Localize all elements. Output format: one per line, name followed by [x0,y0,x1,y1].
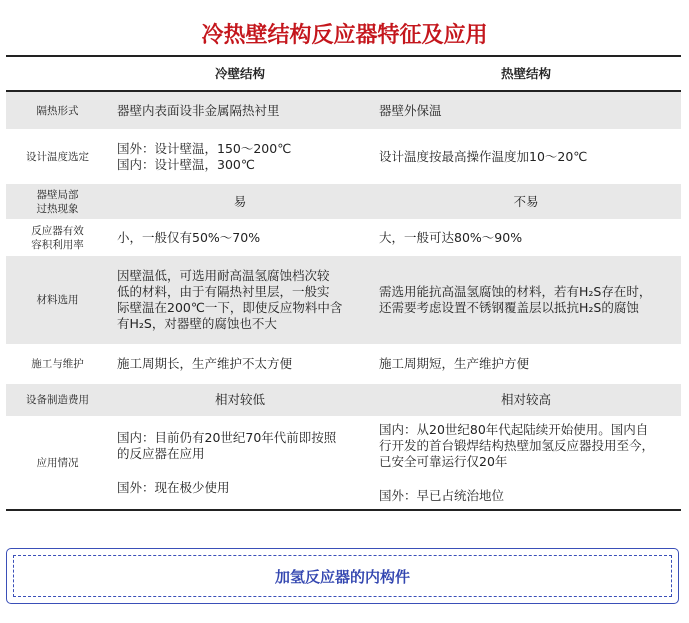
cell-line: 国内：目前仍有20世纪70年代前即按照 [117,429,337,445]
hot-wall-cell [371,149,681,165]
cell-line: 小，一般仅有50%～70% [117,229,261,245]
cell-line: 设备制造费用 [26,394,89,406]
hot-wall-cell [371,103,681,119]
cell-line: 国外：早已占统治地位 [379,487,505,503]
cell-line: 国外：现在极少使用 [117,479,230,495]
cell-line: 相对较低 [214,392,265,407]
cell-line: 设计温度按最高操作温度加10～20℃ [379,148,588,164]
cell-line [379,470,681,488]
cold-wall-cell [109,392,371,408]
cell-line: 易 [233,193,247,209]
row-label [6,104,109,118]
cold-wall-cell [109,268,371,332]
row-label [6,224,109,252]
hot-wall-cell [371,392,681,408]
cell-line: 的反应器在应用 [117,445,205,461]
table-row [6,184,681,219]
cell-line: 需选用能抗高温氢腐蚀的材料，若有H₂S存在时， [379,284,652,299]
cell-line: 国外：设计壁温，150～200℃ [117,140,292,156]
cell-line: 容积利用率 [31,238,84,251]
cell-line: 反应器有效 [31,224,84,237]
table-row [6,92,681,129]
hot-wall-cell [371,230,681,246]
hot-wall-cell [371,284,681,316]
cell-line: 施工周期长，生产维护不太方便 [117,356,293,371]
section-title: 加氢反应器的内构件 [13,555,672,597]
page-title: 冷热壁结构反应器特征及应用 [201,23,488,48]
cell-line: 器壁局部 [36,188,79,201]
header-cold-wall: 冷壁结构 [214,65,265,81]
cell-line: 不易 [513,193,539,209]
cell-line: 器壁外保温 [379,102,442,118]
cell-line: 器壁内表面设非金属隔热衬里 [117,102,280,118]
cell-line: 行开发的首台锻焊结构热壁加氢反应器投用至今， [379,437,655,453]
cell-line [117,462,371,480]
comparison-table [6,55,681,511]
hot-wall-cell [371,194,681,210]
row-label [6,293,109,307]
cell-line: 因壁温低，可选用耐高温氢腐蚀档次较 [117,268,330,283]
row-label [6,150,109,164]
cell-line: 过热现象 [36,202,79,215]
row-label [6,393,109,407]
cell-line: 施工周期短，生产维护方便 [379,356,530,371]
cold-wall-cell [109,430,371,496]
cell-line: 有H₂S，对器壁的腐蚀也不大 [117,316,277,331]
row-label [6,357,109,371]
table-row [6,256,681,344]
table-row [6,129,681,184]
hot-wall-cell [371,422,681,504]
table-row [6,384,681,416]
cell-line: 材料选用 [36,294,79,306]
cold-wall-cell [109,230,371,246]
table-row [6,344,681,384]
cell-line: 相对较高 [500,392,551,407]
cell-line: 已安全可靠运行仅20年 [379,453,508,469]
section-link-box[interactable] [6,548,679,604]
cell-line: 国内：从20世纪80年代起陆续开始使用。国内自 [379,421,649,437]
cold-wall-cell [109,141,371,173]
cold-wall-cell [109,194,371,210]
table-row [6,219,681,256]
hot-wall-cell [371,356,681,372]
cell-line: 大，一般可达80%～90% [379,229,523,245]
cell-line: 还需要考虑设置不锈钢覆盖层以抵抗H₂S的腐蚀 [379,300,639,315]
table-header [6,57,681,92]
row-label [6,188,109,216]
header-hot-wall: 热壁结构 [500,65,551,81]
cold-wall-cell [109,356,371,372]
cell-line: 国内：设计壁温，300℃ [117,156,255,172]
cold-wall-cell [109,103,371,119]
cell-line: 低的材料，由于有隔热衬里层，一般实 [117,284,330,299]
cell-line: 隔热形式 [36,104,79,117]
table-row [6,416,681,509]
row-label [6,456,109,470]
cell-line: 应用情况 [36,456,79,469]
cell-line: 际壁温在200℃一下，即使反应物料中含 [117,300,343,315]
cell-line: 设计温度选定 [26,150,89,163]
cell-line: 施工与维护 [31,358,84,370]
